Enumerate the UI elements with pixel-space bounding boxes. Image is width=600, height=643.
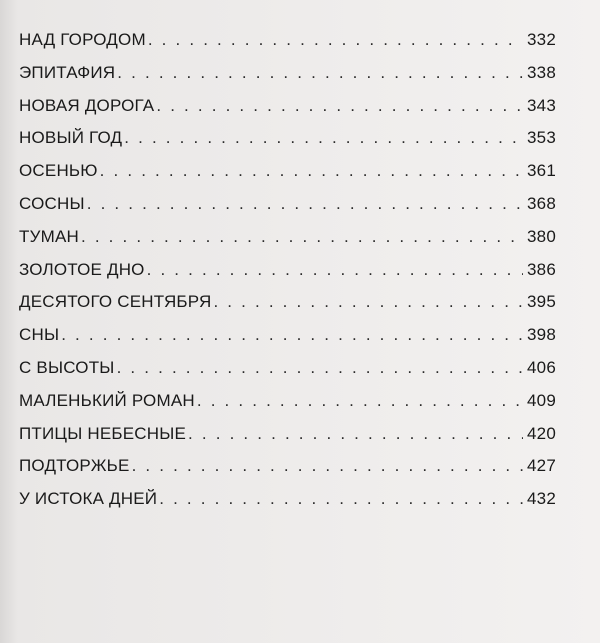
toc-entry	[19, 358, 556, 391]
toc-entry	[19, 30, 556, 63]
toc-entry-title: ОСЕНЬЮ	[19, 161, 98, 181]
toc-entry-page-number: 343	[527, 95, 556, 115]
toc-entry	[19, 227, 556, 260]
toc-entry-page-number: 380	[527, 226, 556, 246]
dot-leader	[100, 161, 523, 181]
toc-entry-title: ПТИЦЫ НЕБЕСНЫЕ	[19, 423, 187, 443]
toc-entry-page-number: 398	[527, 325, 556, 345]
toc-entry-page-number: 386	[527, 259, 556, 279]
toc-entry-page-number: 361	[527, 161, 556, 181]
toc-entry-page-number: 395	[527, 292, 556, 312]
toc-entry-title: МАЛЕНЬКИЙ РОМАН	[19, 390, 195, 410]
toc-entry-page-number: 338	[527, 62, 556, 82]
toc-entry	[19, 96, 556, 129]
dot-leader	[156, 96, 523, 116]
toc-entry	[19, 292, 556, 325]
dot-leader	[124, 128, 523, 148]
dot-leader	[117, 63, 523, 83]
toc-entry-title: СОСНЫ	[19, 193, 85, 213]
toc-entry-page-number: 427	[527, 456, 556, 476]
dot-leader	[117, 358, 523, 378]
dot-leader	[197, 391, 523, 411]
toc-entry-title: ДЕСЯТОГО СЕНТЯБРЯ	[19, 292, 212, 312]
toc-entry	[19, 63, 556, 96]
dot-leader	[188, 424, 523, 444]
dot-leader	[132, 456, 523, 476]
dot-leader	[87, 194, 523, 214]
dot-leader	[147, 260, 523, 280]
toc-entry-page-number: 332	[527, 30, 556, 49]
toc-entry-title: ТУМАН	[19, 226, 79, 246]
toc-entry	[19, 194, 556, 227]
dot-leader	[81, 227, 523, 247]
dot-leader	[213, 292, 523, 312]
toc-entry-title: НОВАЯ ДОРОГА	[19, 95, 155, 115]
toc-entry	[19, 260, 556, 293]
toc-entry	[19, 128, 556, 161]
toc-entry-title: С ВЫСОТЫ	[19, 357, 115, 377]
toc-entry-page-number: 368	[527, 193, 556, 213]
dot-leader	[148, 30, 523, 50]
toc-entry-title: У ИСТОКА ДНЕЙ	[19, 489, 158, 509]
toc-entry	[19, 424, 556, 457]
toc-entry-page-number: 353	[527, 128, 556, 148]
toc-entry	[19, 391, 556, 424]
toc-entry-page-number: 409	[527, 390, 556, 410]
toc-entry-title: ЗОЛОТОЕ ДНО	[19, 259, 145, 279]
dot-leader	[159, 489, 523, 509]
table-of-contents	[19, 30, 556, 522]
toc-entry	[19, 161, 556, 194]
toc-entry	[19, 456, 556, 489]
toc-entry-title: ЭПИТАФИЯ	[19, 62, 116, 82]
toc-entry-title: СНЫ	[19, 325, 60, 345]
toc-entry-page-number: 406	[527, 357, 556, 377]
toc-entry-title: НОВЫЙ ГОД	[19, 128, 123, 148]
toc-entry-page-number: 432	[527, 489, 556, 509]
toc-entry	[19, 489, 556, 522]
toc-entry-title: ПОДТОРЖЬЕ	[19, 456, 130, 476]
toc-entry-page-number: 420	[527, 423, 556, 443]
toc-entry	[19, 325, 556, 358]
dot-leader	[61, 325, 523, 345]
toc-entry-title: НАД ГОРОДОМ	[19, 30, 146, 49]
